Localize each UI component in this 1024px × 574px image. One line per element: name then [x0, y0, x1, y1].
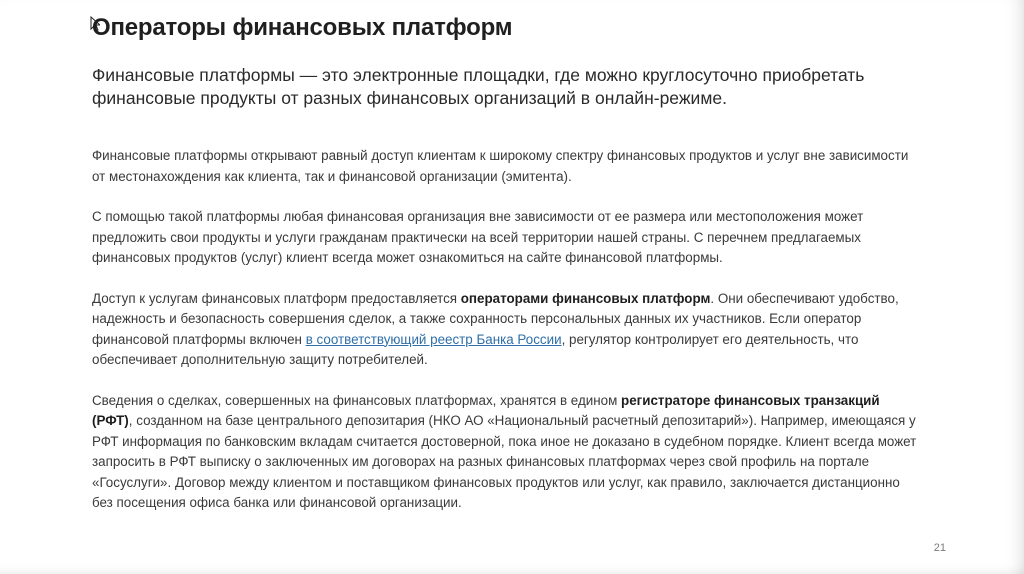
paragraph-3-text-end: , регулятор контролирует его деятельность, что обеспечивает дополнительную защиту потребителей.	[92, 331, 859, 367]
paragraph-3	[92, 289, 922, 371]
slide-title: Операторы финансовых платформ	[92, 14, 513, 41]
page-number: 21	[933, 542, 946, 554]
registry-link[interactable]: в соответствующий реестр Банка России	[305, 331, 562, 347]
paragraph-3-text-start: Доступ к услугам финансовых платформ предоставляется	[92, 290, 461, 306]
paragraph-4-text-end: , созданном на базе центрального депозитария (НКО АО «Национальный расчетный депозитарий»). Например, имеющаяся у РФТ информация по банковским вкладам считается достоверной, пока иное не доказано в судебном порядке. Клиент всегда может запросить в РФТ выписку о заключенных им договорах на разных финансовых платформах через свой профиль на портале «Госуслуги». Договор между клиентом и поставщиком финансовых продуктов или услуг, как правило, заключается дистанционно без посещения офиса банка или финансовой организации.	[92, 413, 917, 510]
paragraph-4-text-start: Сведения о сделках, совершенных на финансовых платформах, хранятся в едином	[92, 392, 622, 408]
paragraph-2: С помощью такой платформы любая финансовая организация вне зависимости от ее размера или местоположения может предложить свои продукты и услуги гражданам практически на всей территории нашей страны. С перечнем предлагаемых финансовых продуктов (услуг) клиент всегда может ознакомиться на сайте финансовой платформы.	[92, 209, 864, 265]
rft-term: регистраторе финансовых транзакций (РФТ)	[92, 392, 880, 428]
body-text	[92, 146, 922, 534]
paragraph-1: Финансовые платформы открывают равный доступ клиентам к широкому спектру финансовых продуктов и услуг вне зависимости от местонахождения как клиента, так и финансовой организации (эмитента).	[92, 148, 909, 184]
lead-paragraph: Финансовые платформы — это электронные площадки, где можно круглосуточно приобретать финансовые продукты от разных финансовых организаций в онлайн-режиме.	[92, 65, 865, 108]
paragraph-3-text-middle: . Они обеспечивают удобство, надежность и безопасность совершения сделок, а также сохранность персональных данных их участников. Если оператор финансовой платформы включен	[92, 290, 899, 347]
paragraph-4	[92, 391, 922, 514]
operators-term: операторами финансовых платформ	[460, 290, 711, 306]
